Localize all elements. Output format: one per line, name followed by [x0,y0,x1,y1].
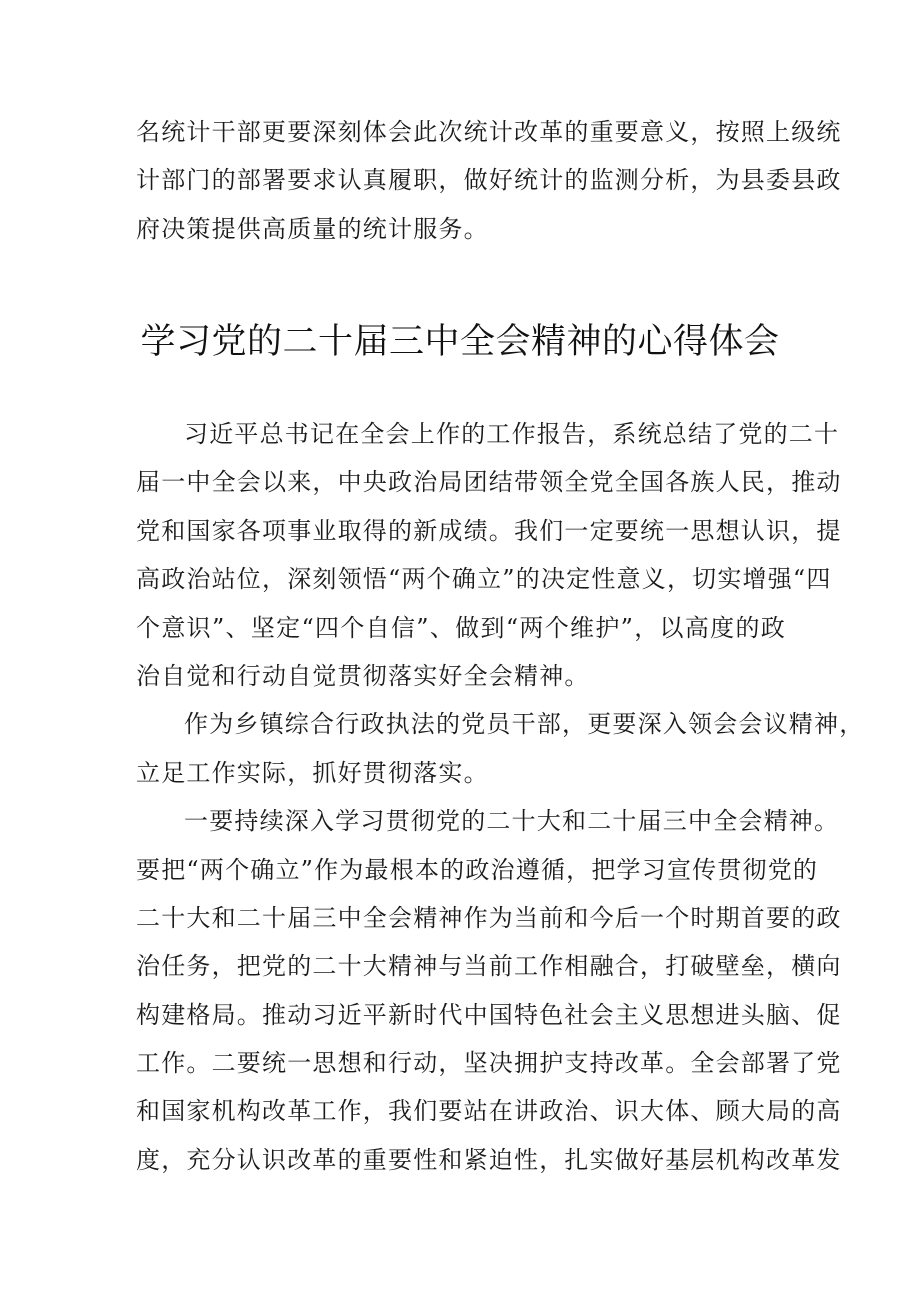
text-line: 个意识”、坚定“四个自信”、做到“两个维护”，以高度的政 [136,613,786,642]
text-line: 二十大和二十届三中全会精神作为当前和今后一个时期首要的政 [136,903,842,932]
text-line: 治任务，把党的二十大精神与当前工作相融合，打破壁垒，横向 [136,952,842,981]
text-line: 立足工作实际，抓好贯彻落实。 [136,758,489,787]
text-line: 名统计干部更要深刻体会此次统计改革的重要意义，按照上级统 [136,118,842,146]
paragraph-1 [136,410,842,700]
text-line: 高政治站位，深刻领悟“两个确立”的决定性意义，切实增强“四 [136,565,832,594]
text-line: 作为乡镇综合行政执法的党员干部，更要深入领会会议精神， [184,710,865,739]
text-line: 和国家机构改革工作，我们要站在讲政治、识大体、顾大局的高 [136,1097,842,1126]
text-line: 度，充分认识改革的重要性和紧迫性，扎实做好基层机构改革发 [136,1145,842,1174]
document-body [136,410,865,1184]
text-line: 习近平总书记在全会上作的工作报告，系统总结了党的二十 [184,420,840,448]
text-line: 一要持续深入学习贯彻党的二十大和二十届三中全会精神。 [184,807,840,836]
text-line: 工作。二要统一思想和行动，坚决拥护支持改革。全会部署了党 [136,1049,842,1078]
text-line: 构建格局。推动习近平新时代中国特色社会主义思想进头脑、促 [136,1000,842,1029]
paragraph-3 [136,797,842,1184]
intro-paragraph [136,108,842,253]
text-line: 治自觉和行动自觉贯彻落实好全会精神。 [136,661,590,690]
paragraph-2 [136,700,865,797]
text-line: 府决策提供高质量的统计服务。 [136,214,489,243]
text-line: 要把“两个确立”作为最根本的政治遵循，把学习宣传贯彻党的 [136,855,819,884]
text-line: 届一中全会以来，中央政治局团结带领全党全国各族人民，推动 [136,468,842,497]
text-line: 计部门的部署要求认真履职，做好统计的监测分析，为县委县政 [136,166,842,195]
document-title: 学习党的二十届三中全会精神的心得体会 [140,322,780,362]
text-line: 党和国家各项事业取得的新成绩。我们一定要统一思想认识，提 [136,516,842,545]
